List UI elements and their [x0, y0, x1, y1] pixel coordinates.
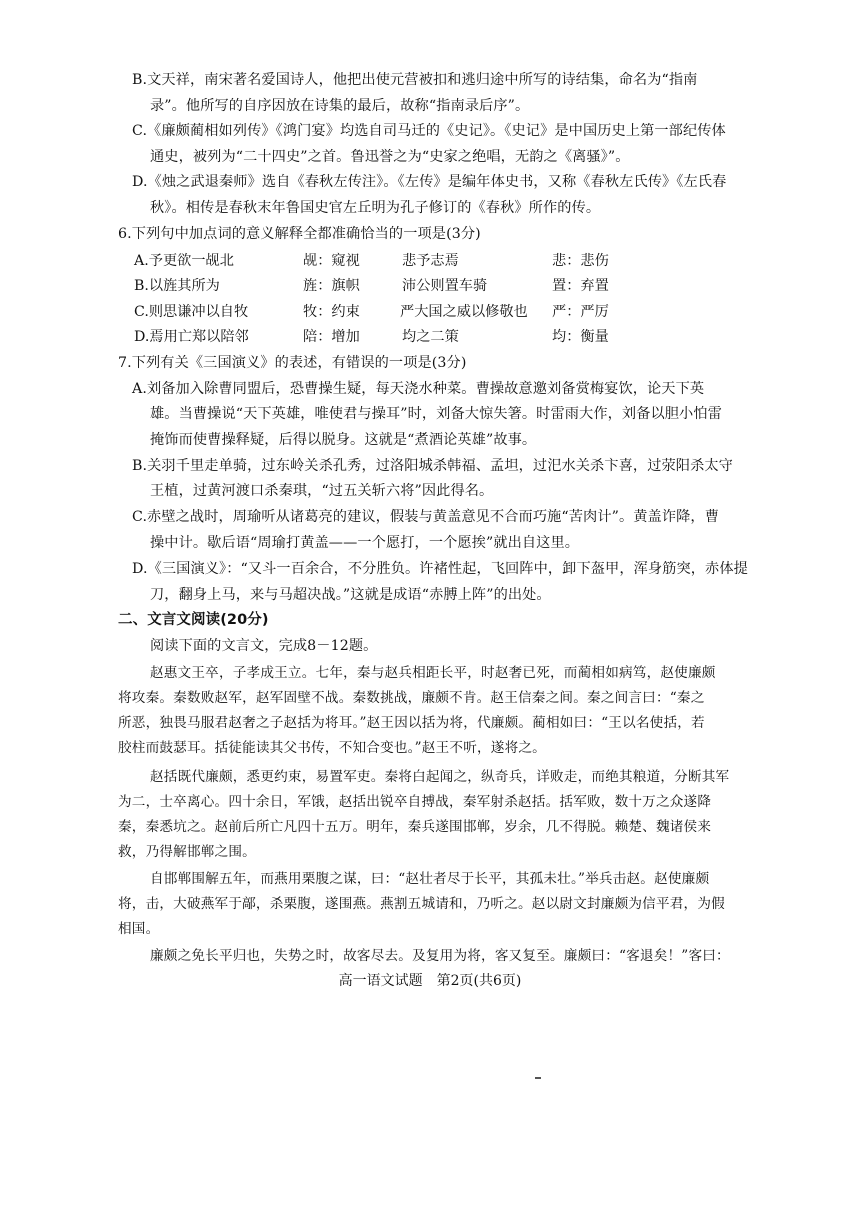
- q7-option-a-line2: 雄。当曹操说“天下英雄，唯使君与操耳”时，刘备大惊失箸。时雷雨大作，刘备以胆小怕雷: [150, 406, 722, 422]
- q7-option-a-line1: A.刘备加入除曹同盟后，恐曹操生疑，每天浇水种菜。曹操故意邀刘备赏梅宴饮，论天下英: [132, 381, 705, 397]
- q6-row-d-gloss2: 均：衡量: [552, 329, 609, 345]
- q7-option-a-line3: 掩饰而使曹操释疑，后得以脱身。这就是“煮酒论英雄”故事。: [150, 432, 537, 448]
- q7-option-d-line2: 刀，翻身上马，来与马超决战。”这就是成语“赤膊上阵”的出处。: [150, 587, 551, 603]
- q5-option-b-line1: B.文天祥，南宋著名爱国诗人，他把出使元营被扣和逃归途中所写的诗结集，命名为“指南: [132, 72, 698, 88]
- passage-p1-line4: 胶柱而鼓瑟耳。括徒能读其父书传，不知合变也。”赵王不听，遂将之。: [118, 740, 546, 756]
- q7-option-b-line2: 王植，过黄河渡口杀秦琪，“过五关斩六将”因此得名。: [150, 483, 494, 499]
- q6-row-a-sentence1: A.予更欲一觇北: [134, 253, 234, 269]
- passage-p3-line3: 相国。: [118, 921, 160, 937]
- q6-row-a-sentence2: 悲予志焉: [402, 253, 459, 269]
- q6-row-b-sentence2: 沛公则置车骑: [402, 278, 488, 294]
- q6-row-b-gloss2: 置：弃置: [552, 278, 609, 294]
- q7-option-b-line1: B.关羽千里走单骑，过东岭关杀孔秀，过洛阳城杀韩福、孟坦，过汜水关杀卞喜，过荥阳杀太守: [132, 458, 733, 474]
- q5-option-d-line1: D.《烛之武退秦师》选自《春秋左传注》。《左传》是编年体史书，又称《春秋左氏传》《左氏春: [132, 174, 727, 190]
- q6-row-c-gloss1: 牧：约束: [303, 304, 360, 320]
- q7-option-c-line1: C.赤壁之战时，周瑜听从诸葛亮的建议，假装与黄盖意见不合而巧施“苦肉计”。黄盖诈降，曹: [132, 509, 719, 525]
- q6-row-c-gloss2: 严：严厉: [552, 304, 609, 320]
- q6-row-b-sentence1: B.以旌其所为: [134, 278, 220, 294]
- passage-p1-line2: 将攻秦。秦数败赵军，赵军固壁不战。秦数挑战，廉颇不肯。赵王信秦之间。秦之间言曰：“秦之: [118, 690, 705, 706]
- q6-row-d-sentence2: 均之二策: [402, 329, 459, 345]
- passage-p2-line4: 救，乃得解邯郸之围。: [118, 844, 256, 860]
- q6-row-c-sentence1: C.则思谦冲以自牧: [134, 304, 249, 320]
- section-heading: 二、文言文阅读(20分): [118, 612, 269, 628]
- q5-option-b-line2: 录”。他所写的自序因放在诗集的最后，故称“指南录后序”。: [150, 98, 530, 114]
- q6-row-a-gloss2: 悲：悲伤: [552, 253, 609, 269]
- passage-p2-line3: 秦，秦悉坑之。赵前后所亡凡四十五万。明年，秦兵遂围邯郸，岁余，几不得脱。赖楚、魏诸侯来: [118, 819, 712, 835]
- section-intro: 阅读下面的文言文，完成8－12题。: [150, 638, 378, 654]
- q7-option-d-line1: D.《三国演义》：“又斗一百余合，不分胜负。许褚性起，飞回阵中，卸下盔甲，浑身筋突，赤体提: [132, 561, 748, 577]
- scan-speck: [535, 1077, 541, 1079]
- q6-row-d-gloss1: 陪：增加: [303, 329, 360, 345]
- passage-p2-line2: 为二，士卒离心。四十余日，军饿，赵括出锐卒自搏战，秦军射杀赵括。括军败，数十万之众遂降: [118, 794, 712, 810]
- passage-p3-line2: 将，击，大破燕军于鄗，杀栗腹，遂围燕。燕割五城请和，乃听之。赵以尉文封廉颇为信平君，为假: [118, 896, 725, 912]
- q5-option-d-line2: 秋》。相传是春秋末年鲁国史官左丘明为孔子修订的《春秋》所作的传。: [150, 200, 601, 216]
- q7-stem: 7.下列有关《三国演义》的表述，有错误的一项是(3分): [118, 355, 467, 371]
- page-footer: 高一语文试题 第2页(共6页): [338, 973, 522, 989]
- q6-row-c-sentence2: 严大国之威以修敬也: [400, 304, 528, 320]
- q6-row-d-sentence1: D.焉用亡郑以陪邻: [134, 329, 249, 345]
- q5-option-c-line2: 通史，被列为“二十四史”之首。鲁迅誉之为“史家之绝唱，无韵之《离骚》”。: [150, 149, 630, 165]
- passage-p4-line1: 廉颇之免长平归也，失势之时，故客尽去。及复用为将，客又复至。廉颇曰：“客退矣！”客曰：: [150, 948, 730, 964]
- q6-stem: 6.下列句中加点词的意义解释全都准确恰当的一项是(3分): [118, 226, 481, 242]
- passage-p1-line3: 所恶，独畏马服君赵奢之子赵括为将耳。”赵王因以括为将，代廉颇。蔺相如曰：“王以名使括，若: [118, 715, 705, 731]
- q7-option-c-line2: 操中计。歇后语“周瑜打黄盖——一个愿打，一个愿挨”就出自这里。: [150, 535, 580, 551]
- passage-p2-line1: 赵括既代廉颇，悉更约束，易置军吏。秦将白起闻之，纵奇兵，详败走，而绝其粮道，分断其军: [150, 769, 730, 785]
- q5-option-c-line1: C.《廉颇蔺相如列传》《鸿门宴》均选自司马迁的《史记》。《史记》是中国历史上第一部纪传体: [132, 123, 726, 139]
- q6-row-a-gloss1: 觇：窥视: [303, 253, 360, 269]
- q6-row-b-gloss1: 旌：旗帜: [303, 278, 360, 294]
- passage-p1-line1: 赵惠文王卒，子孝成王立。七年，秦与赵兵相距长平，时赵奢已死，而蔺相如病笃，赵使廉颇: [150, 665, 716, 681]
- passage-p3-line1: 自邯郸围解五年，而燕用栗腹之谋，曰：“赵壮者尽于长平，其孤未壮。”举兵击赵。赵使廉颇: [150, 871, 710, 887]
